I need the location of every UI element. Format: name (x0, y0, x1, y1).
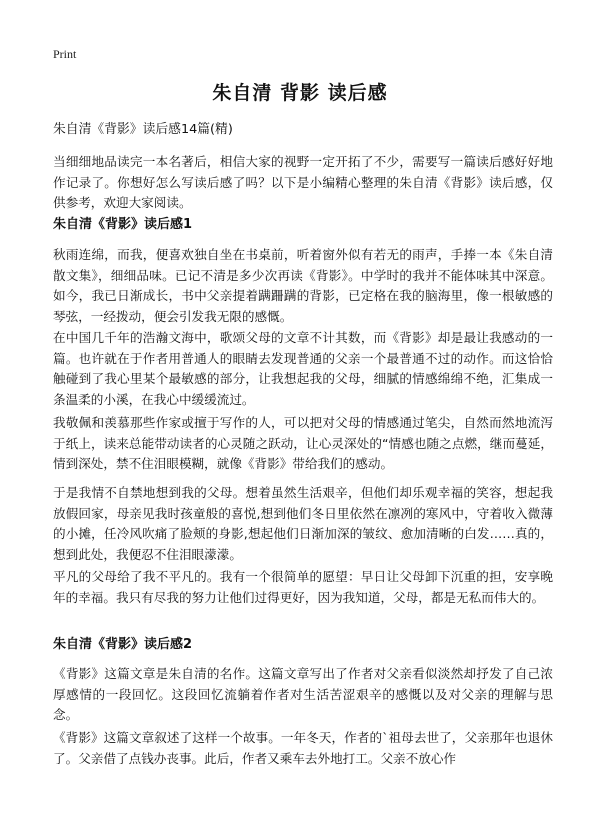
section-heading: 朱自清《背影》读后感2 (53, 637, 193, 652)
print-link[interactable]: Print (53, 47, 77, 61)
paragraph: 在中国几千年的浩瀚文海中，歌颂父母的文章不计其数，而《背影》却是最让我感动的一篇。也许就在于作者用普通人的眼睛去发现普通的父亲一个最普通不过的动作。而这恰恰触碰到了我心里某个最敏感的部分，让我想起我的父母，细腻的情感绵绵不绝，汇集成一条温柔的小溪，在我心中缓缓流过。 (53, 330, 553, 407)
paragraph: 《背影》这篇文章叙述了这样一个故事。一年冬天，作者的`祖母去世了，父亲那年也退休了。父亲借了点钱办丧事。此后，作者又乘车去外地打工。父亲不放心作 (53, 730, 553, 766)
intro-paragraph: 当细细地品读完一本名著后，相信大家的视野一定开拓了不少，需要写一篇读后感好好地作记录了。你想好怎么写读后感了吗？以下是小编精心整理的朱自清《背影》读后感，仅供参考，欢迎大家阅读。 (53, 154, 553, 210)
page-title: 朱自清 背影 读后感 (212, 82, 388, 104)
document-subtitle: 朱自清《背影》读后感14篇(精) (53, 122, 233, 137)
paragraph: 我敬佩和羡慕那些作家或擅于写作的人，可以把对父母的情感通过笔尖，自然而然地流泻于纸上，读来总能带动读者的心灵随之跃动，让心灵深处的“情感也随之点燃，继而蔓延，情到深处，禁不住泪眼模糊，就像《背影》带给我们的感动。 (53, 415, 553, 471)
paragraph: 平凡的父母给了我不平凡的。我有一个很简单的愿望：早日让父母卸下沉重的担，安享晚年的幸福。我只有尽我的努力让他们过得更好，因为我知道，父母，都是无私而伟大的。 (53, 569, 553, 605)
section-heading: 朱自清《背影》读后感1 (53, 217, 193, 232)
paragraph: 于是我情不自禁地想到我的父母。想着虽然生活艰辛，但他们却乐观幸福的笑容，想起我放假回家，母亲见我时孩童般的喜悦,想到他们冬日里依然在凛冽的寒风中，守着收入微薄的小摊，任冷风吹痛了脸颊的身影,想起他们日渐加深的皱纹、愈加清晰的白发……真的，想到此处，我便忍不住泪眼濛濛。 (53, 485, 553, 562)
paragraph: 秋雨连绵，而我，便喜欢独自坐在书桌前，听着窗外似有若无的雨声，手捧一本《朱自清散文集》，细细品味。已记不清是多少次再读《背影》。中学时的我并不能体味其中深意。如今，我已日渐成长，书中父亲提着蹒跚蹒的背影，已定格在我的脑海里，像一根敏感的琴弦，一经拨动，便会引发我无限的感慨。 (53, 247, 553, 324)
paragraph: 《背影》这篇文章是朱自清的名作。这篇文章写出了作者对父亲看似淡然却抒发了自己浓厚感情的一段回忆。这段回忆流躺着作者对生活苦涩艰辛的感慨以及对父亲的理解与思念。 (53, 666, 553, 722)
